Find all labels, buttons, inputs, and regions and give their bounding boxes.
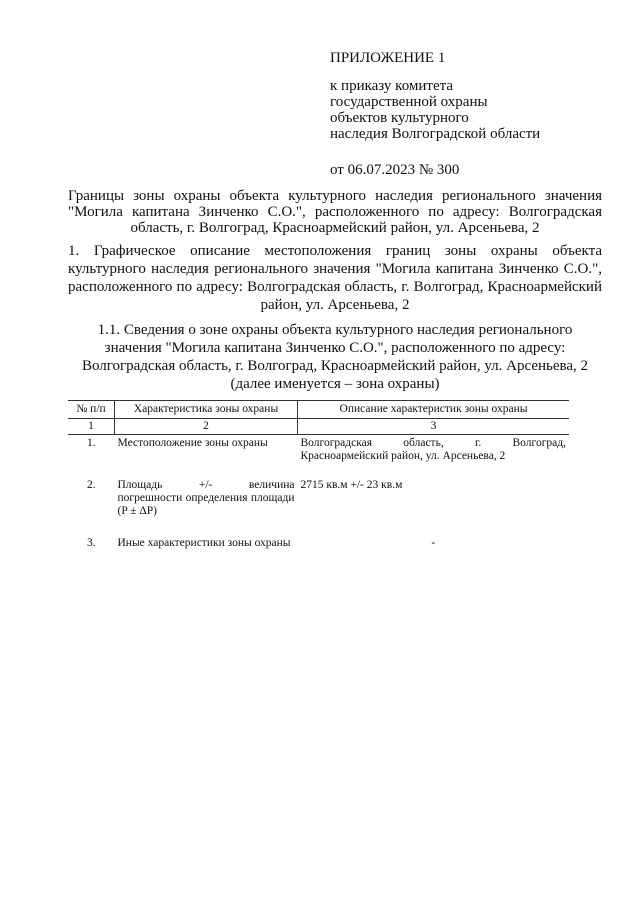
section-1-title: 1. Графическое описание местоположения границ зоны охраны объекта культурного наследия регионального значения "Могила капитана Зинченко С.О.", расположенного по адресу: Волгоградская область, г. Волгоград, Красноармейский район, ул. Арсеньева, 2	[68, 243, 602, 313]
column-number-row	[68, 419, 569, 435]
row-number: 1.	[86, 437, 96, 449]
row-description: 2715 кв.м +/- 23 кв.м	[300, 479, 403, 491]
column-number: 3	[298, 419, 570, 435]
header-description: Описание характеристик зоны охраны	[298, 401, 570, 419]
appendix-line: объектов культурного	[330, 110, 469, 126]
column-number: 1	[68, 419, 115, 435]
header-characteristic: Характеристика зоны охраны	[115, 401, 298, 419]
appendix-line: к приказу комитета	[330, 78, 454, 94]
document-heading: Границы зоны охраны объекта культурного наследия регионального значения "Могила капитана Зинченко С.О.", расположенного по адресу: Волгоградская область, г. Волгоград, Красноармейский район, ул. Арсеньева, 2	[68, 188, 602, 236]
row-characteristic-cell	[115, 477, 298, 535]
row-description: -	[431, 537, 436, 549]
row-characteristic: Площадь +/- величина погрешности определения площади	[117, 479, 295, 504]
table-header-row	[68, 401, 569, 419]
section-1-1-note: (далее именуется – зона охраны)	[230, 376, 440, 392]
table-row	[68, 535, 569, 552]
area-formula: (P ± ΔP)	[117, 505, 157, 517]
appendix-line: наследия Волгоградской области	[330, 126, 541, 142]
table-row	[68, 477, 569, 535]
appendix-line: государственной охраны	[330, 94, 488, 110]
appendix-date: от 06.07.2023 № 300	[330, 162, 460, 178]
row-characteristic: Местоположение зоны охраны	[117, 437, 268, 449]
appendix-title: ПРИЛОЖЕНИЕ 1	[330, 50, 446, 66]
row-description: Волгоградская область, г. Волгоград, Красноармейский район, ул. Арсеньева, 2	[300, 437, 566, 462]
row-number: 3.	[86, 537, 96, 549]
section-1-1-text: 1.1. Сведения о зоне охраны объекта культурного наследия регионального значения "Могила капитана Зинченко С.О.", расположенного по адресу: Волгоградская область, г. Волгоград, Красноармейский район, ул. Арсеньева, 2	[81, 322, 589, 374]
zone-table	[68, 400, 569, 552]
section-1-1-block	[68, 321, 602, 393]
header-number: № п/п	[68, 401, 115, 419]
column-number: 2	[115, 419, 298, 435]
appendix-block	[330, 50, 540, 178]
row-number: 2.	[86, 479, 96, 491]
row-characteristic: Иные характеристики зоны охраны	[117, 537, 291, 549]
table-row	[68, 435, 569, 478]
